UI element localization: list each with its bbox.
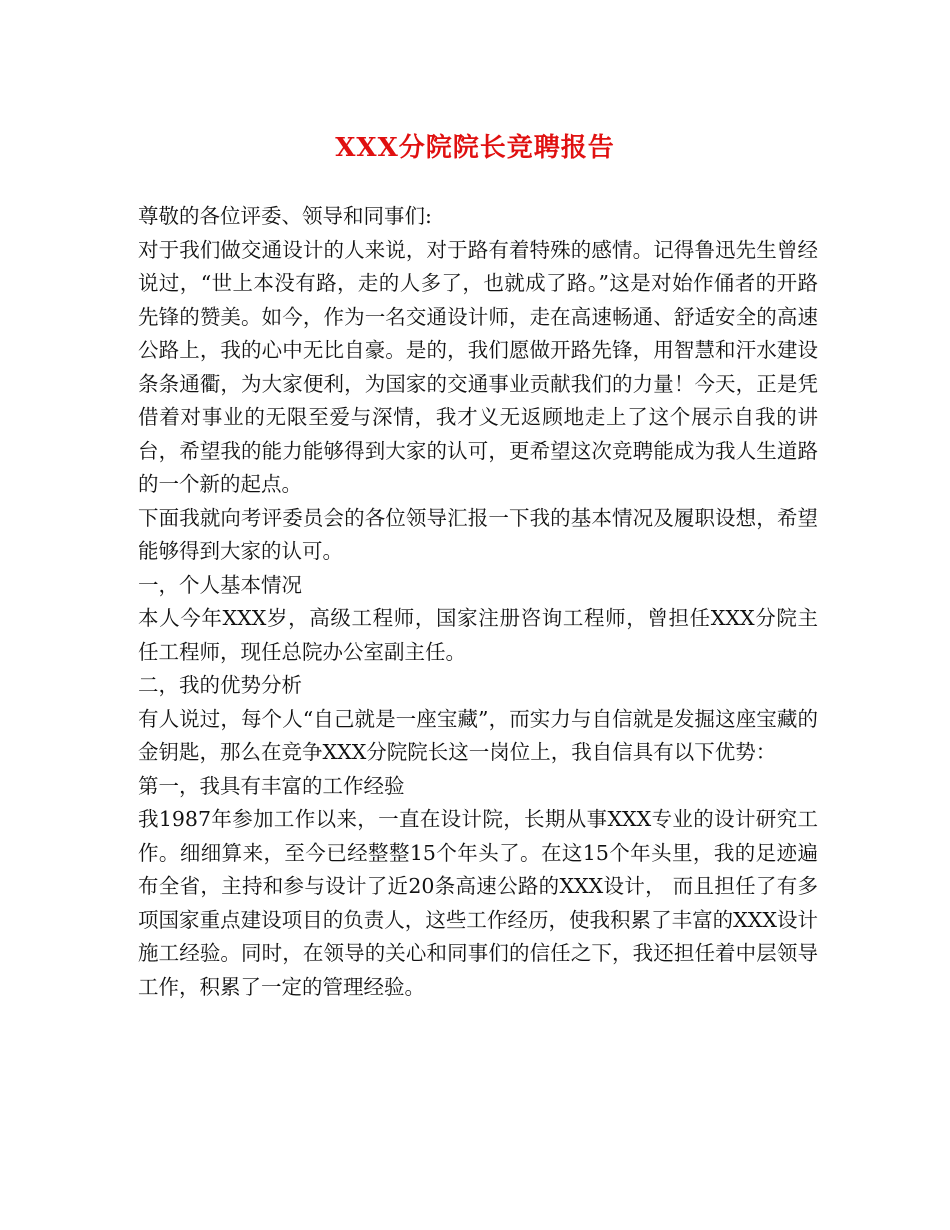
- document-body: [138, 200, 818, 1004]
- report-intro-paragraph: 下面我就向考评委员会的各位领导汇报一下我的基本情况及履职设想，希望能够得到大家的认可。: [138, 505, 818, 563]
- intro-paragraph: 对于我们做交通设计的人来说，对于路有着特殊的感情。记得鲁迅先生曾经说过，“世上本没有路，走的人多了，也就成了路。”这是对始作俑者的开路先锋的赞美。如今，作为一名交通设计师，走在高速畅通、舒适安全的高速公路上，我的心中无比自豪。是的，我们愿做开路先锋，用智慧和汗水建设条条通衢，为大家便利，为国家的交通事业贡献我们的力量！今天，正是凭借着对事业的无限至爱与深情，我才义无返顾地走上了这个展示自我的讲台，希望我的能力能够得到大家的认可，更希望这次竞聘能成为我人生道路的一个新的起点。: [138, 237, 818, 496]
- advantages-intro-paragraph: 有人说过，每个人“自己就是一座宝藏”，而实力与自信就是发掘这座宝藏的金钥匙，那么在竞争XXX分院院长这一岗位上，我自信具有以下优势：: [138, 706, 818, 764]
- experience-paragraph: 我1987年参加工作以来，一直在设计院，长期从事XXX专业的设计研究工作。细细算来，至今已经整整15个年头了。在这15个年头里，我的足迹遍布全省，主持和参与设计了近20条高速公路的XXX设计， 而且担任了有多项国家重点建设项目的负责人，这些工作经历，使我积累了丰富的XXX设计施工经验。同时，在领导的关心和同事们的信任之下，我还担任着中层领导工作，积累了一定的管理经验。: [138, 807, 818, 999]
- section-heading-advantages: 二，我的优势分析: [138, 673, 302, 697]
- document-title: XXX分院院长竞聘报告: [335, 133, 615, 163]
- basic-info-paragraph: 本人今年XXX岁，高级工程师，国家注册咨询工程师，曾担任XXX分院主任工程师，现任总院办公室副主任。: [138, 606, 818, 664]
- subheading-experience: 第一，我具有丰富的工作经验: [138, 773, 405, 798]
- salutation-paragraph: 尊敬的各位评委、领导和同事们:: [138, 204, 432, 228]
- section-heading-basic-info: 一，个人基本情况: [138, 572, 302, 597]
